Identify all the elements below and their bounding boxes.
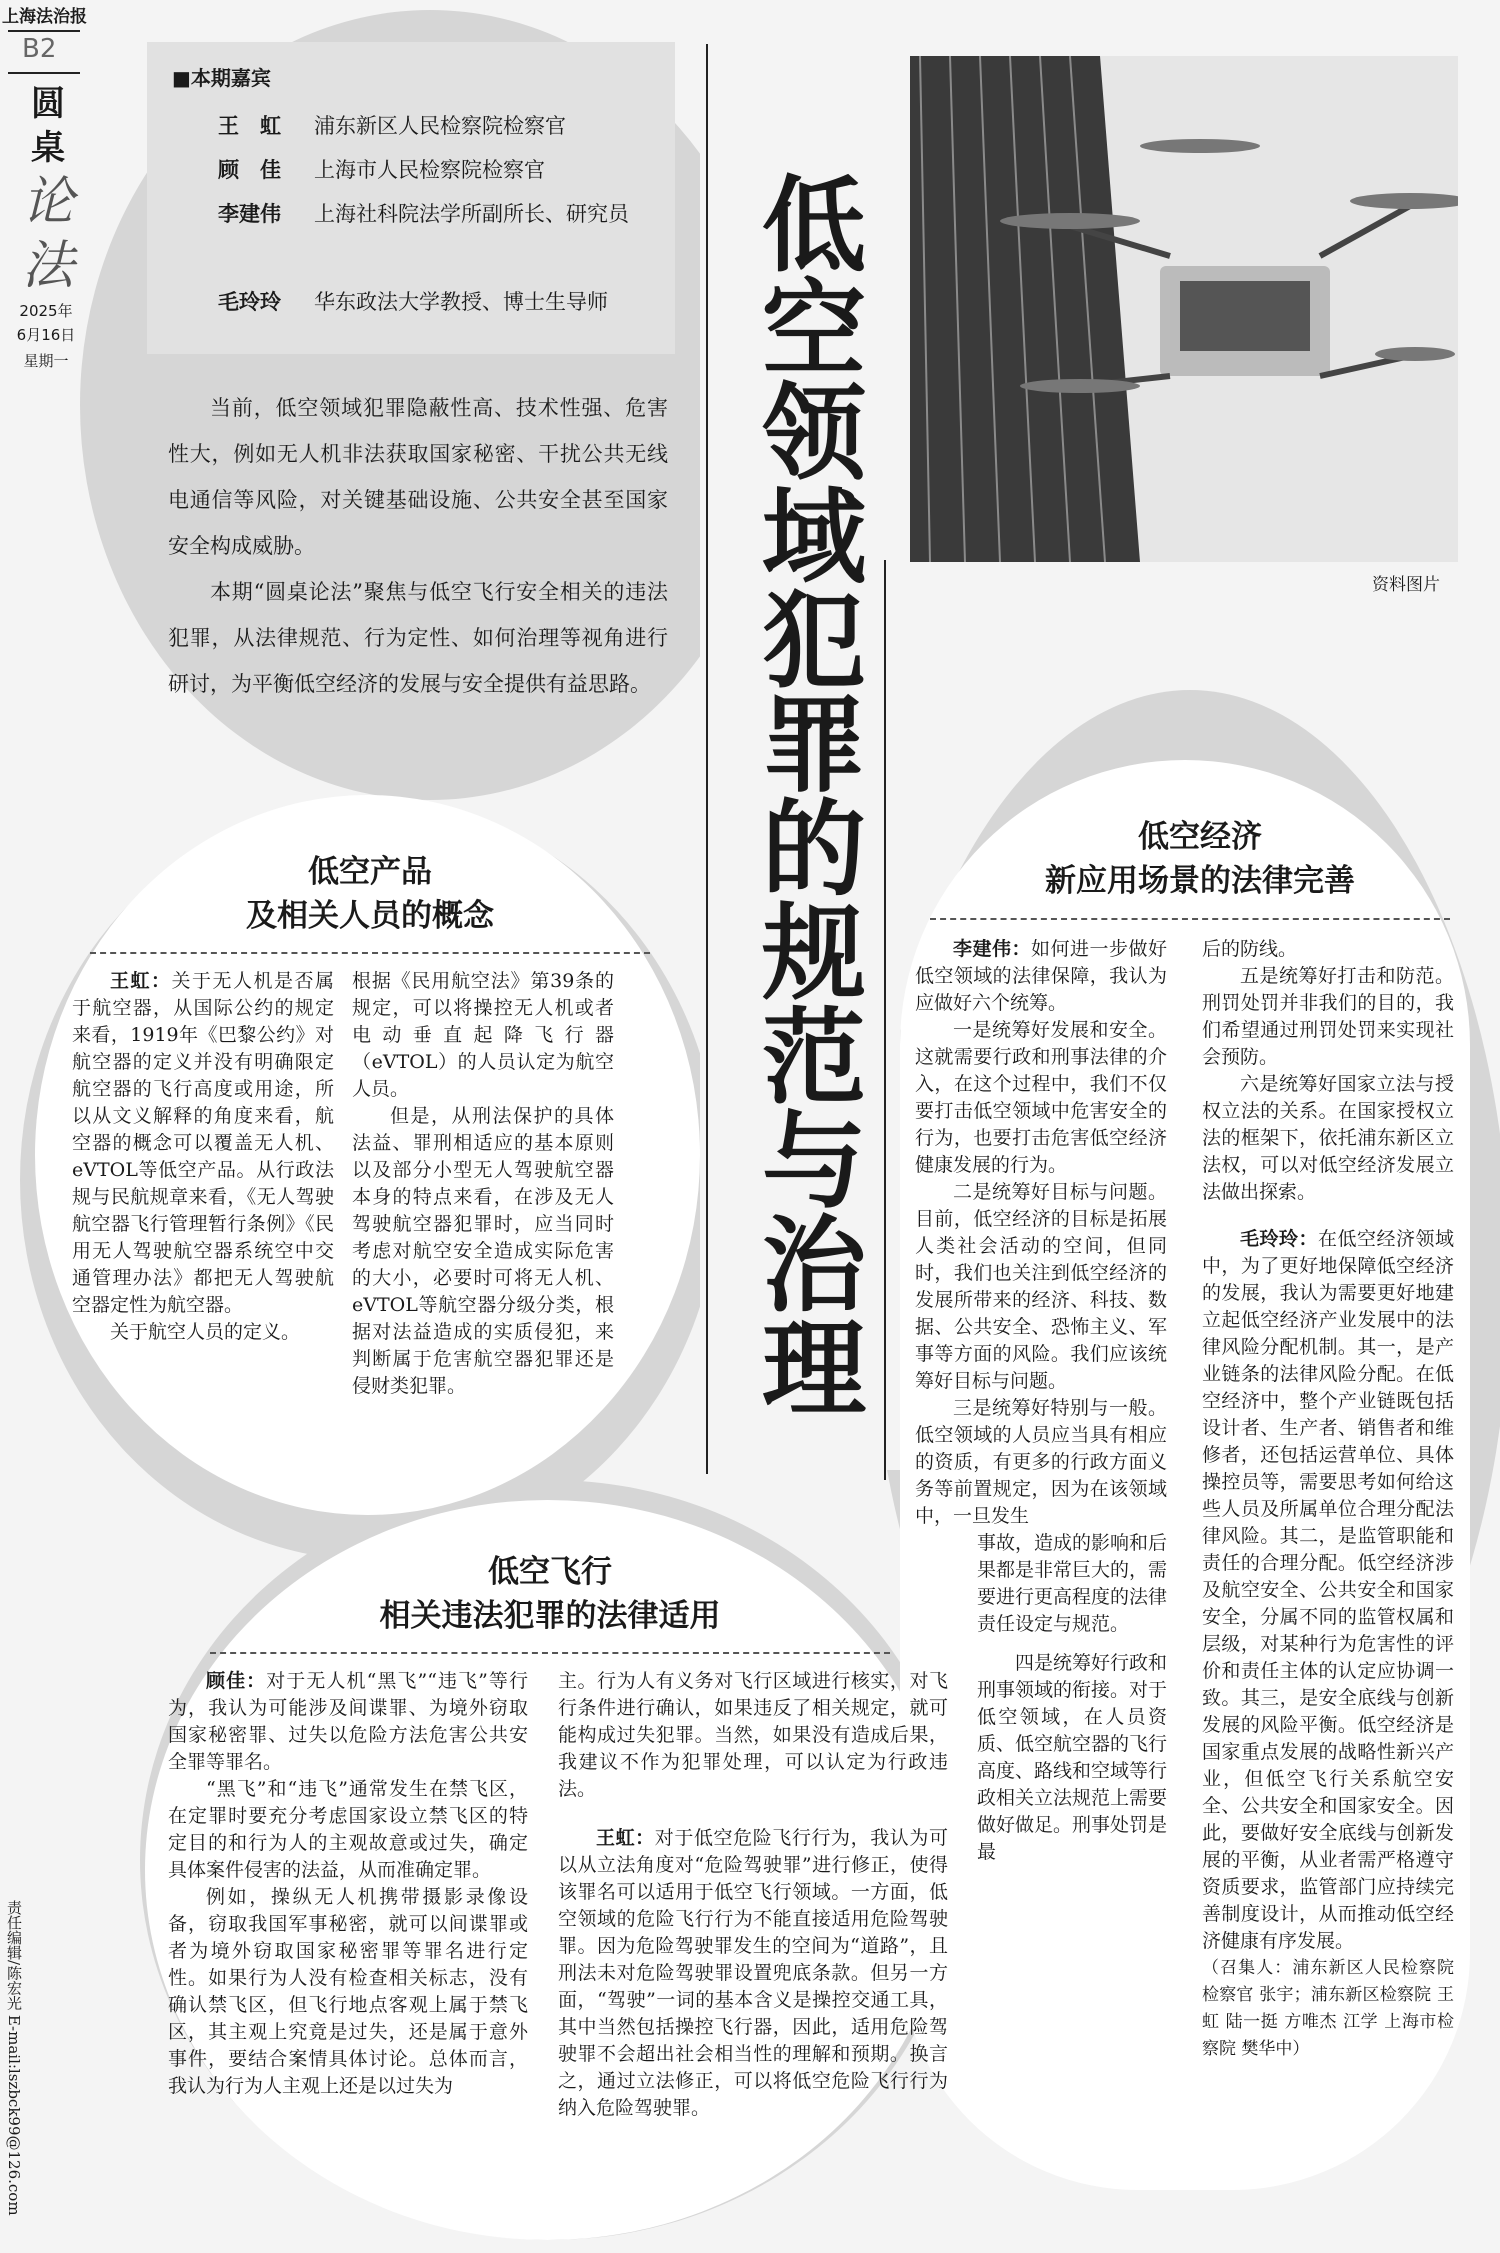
section3-heading: [980, 815, 1420, 903]
convener-note: （召集人：浦东新区人民检察院检察官 张宇；浦东新区检察院 王虹 陆一挺 方唯杰 江学 上海市检察院 樊华中）: [1202, 1958, 1454, 2059]
section2-heading-line1: 低空飞行: [488, 1554, 612, 1590]
section1-heading-line2: 及相关人员的概念: [246, 898, 494, 934]
paragraph-text: 在低空经济领域中，为了更好地保障低空经济的发展，我认为需要更好地建立起低空经济产业发展中的法律风险分配机制。其一，是产业链条的法律风险分配。在低空经济中，整个产业链既包括设计者、生产者、销售者和维修者，还包括运营单位、具体操控员等，需要思考如何给这些人员及所属单位合理分配法律风险。其二，是监管职能和责任的合理分配。低空经济涉及航空安全、公共安全和国家安全，分属不同的监管权属和层级，对某种行为危害性的评价和责任主体的认定应协调一致。其三，是安全底线与创新发展的风险平衡。低空经济是国家重点发展的战略性新兴产业，但低空飞行关系航空安全、公共安全和国家安全。因此，要做好安全底线与创新发展的平衡，从业者需严格遵守资质要求，监管部门应持续完善制度设计，从而推动低空经济健康有序发展。: [1202, 1228, 1454, 1952]
section2-col2: [558, 1668, 948, 2122]
guest-row: [218, 148, 658, 192]
guest-row: [218, 280, 658, 324]
section1-heading-line1: 低空产品: [308, 854, 432, 890]
page-number: B2: [22, 34, 57, 64]
section3-col1: [915, 936, 1167, 1866]
paragraph-text: 根据《民用航空法》第39条的规定，可以将操控无人机或者电动垂直起降飞行器（eVTOL）的人员认定为航空人员。: [352, 970, 614, 1100]
guest-role: 华东政法大学教授、博士生导师: [314, 290, 608, 314]
speaker-name: 顾佳：: [206, 1670, 267, 1692]
intro-paragraph: 本期“圆桌论法”聚焦与低空飞行安全相关的违法犯罪，从法律规范、行为定性、如何治理等视角进行研讨，为平衡低空经济的发展与安全提供有益思路。: [168, 580, 668, 696]
guest-name: 顾 佳: [218, 158, 281, 182]
issue-date: 6月16日: [16, 326, 76, 344]
column-subtitle: 论法: [21, 172, 74, 296]
section1-rule: [90, 952, 650, 954]
paragraph-text: 五是统筹好打击和防范。刑罚处罚并非我们的目的，我们希望通过刑罚处罚来实现社会预防。: [1202, 965, 1454, 1068]
paragraph-text: 对于低空危险飞行行为，我认为可以从立法角度对“危险驾驶罪”进行修正，使得该罪名可以适用于低空飞行领域。一方面，低空领域的危险飞行行为不能直接适用危险驾驶罪。因为危险驾驶罪发生的空间为“道路”，且刑法未对危险驾驶罪设置兜底条款。但另一方面，“驾驶”一词的基本含义是操控交通工具，其中当然包括操控飞行器，因此，适用危险驾驶罪不会超出社会相当性的理解和预期。换言之，通过立法修正，可以将低空危险飞行行为纳入危险驾驶罪。: [558, 1827, 948, 2119]
paragraph-text: 例如，操纵无人机携带摄影录像设备，窃取我国军事秘密，就可以间谍罪或者为境外窃取国家秘密罪等罪名进行定性。如果行为人没有检查相关标志，没有确认禁飞区，但飞行地点客观上属于禁飞区，其主观上究竟是过失，还是属于意外事件，要结合案情具体讨论。总体而言，我认为行为人主观上还是以过失为: [168, 1886, 528, 2097]
section3-heading-line1: 低空经济: [1138, 819, 1262, 855]
guest-name: 王 虹: [218, 114, 281, 138]
masthead-rule: [8, 30, 80, 32]
paper-name: 上海法治报: [2, 7, 87, 27]
paragraph-text: 六是统筹好国家立法与授权立法的关系。在国家授权立法的框架下，依托浦东新区立法权，可以对低空经济发展立法做出探索。: [1202, 1073, 1454, 1203]
speaker-name: 李建伟：: [953, 938, 1031, 960]
drone-photo-graphic: [910, 56, 1458, 562]
editor-credit: 责任编辑/陈宏光 E-mail:lszbck99@126.com: [5, 1900, 23, 2216]
speaker-name: 毛玲玲：: [1240, 1228, 1318, 1250]
intro-paragraph: 当前，低空领域犯罪隐蔽性高、技术性强、危害性大，例如无人机非法获取国家秘密、干扰公共无线电通信等风险，对关键基础设施、公共安全甚至国家安全构成威胁。: [168, 396, 668, 558]
guest-role: 上海市人民检察院检察官: [314, 158, 545, 182]
section3-heading-line2: 新应用场景的法律完善: [1045, 863, 1355, 899]
paragraph-text: 关于航空人员的定义。: [110, 1321, 301, 1343]
issue-weekday: 星期一: [23, 352, 69, 370]
section1-heading: [100, 850, 640, 938]
section2-rule: [210, 1652, 890, 1654]
paragraph-text: 四是统筹好行政和刑事领域的衔接。对于低空领域，在人员资质、低空航空器的飞行高度、路线和空域等行政相关立法规范上需要做好做足。刑事处罚是最: [977, 1652, 1168, 1863]
photo-caption: 资料图片: [1372, 575, 1440, 595]
paragraph-text: 一是统筹好发展和安全。这就需要行政和刑事法律的介入，在这个过程中，我们不仅要打击低空领域中危害安全的行为，也要打击危害低空经济健康发展的行为。: [915, 1019, 1167, 1176]
section3-rule: [930, 918, 1450, 920]
paragraph-text: 但是，从刑法保护的具体法益、罪刑相适应的基本原则以及部分小型无人驾驶航空器本身的特点来看，在涉及无人驾驶航空器犯罪时，应当同时考虑对航空安全造成实际危害的大小，必要时可将无人机、eVTOL等航空器分级分类，根据对法益造成的实质侵犯，来判断属于危害航空器犯罪还是侵财类犯罪。: [352, 1105, 614, 1397]
paragraph-text: 后的防线。: [1202, 938, 1298, 960]
paragraph-text: 事故，造成的影响和后果都是非常巨大的，需要进行更高程度的法律责任设定与规范。: [977, 1532, 1168, 1635]
paragraph-text: 二是统筹好目标与问题。目前，低空经济的目标是拓展人类社会活动的空间，但同时，我们也关注到低空经济的发展所带来的经济、科技、数据、公共安全、恐怖主义、军事等方面的风险。我们应该统筹好目标与问题。: [915, 1181, 1167, 1392]
guest-role: 浦东新区人民检察院检察官: [314, 114, 566, 138]
paragraph-text: 三是统筹好特别与一般。低空领域的人员应当具有相应的资质，有更多的行政方面义务等前置规定，因为在该领域中，一旦发生: [915, 1397, 1167, 1527]
section1-col2: [352, 968, 614, 1400]
paragraph-text: 对于无人机“黑飞”“违飞”等行为，我认为可能涉及间谍罪、为境外窃取国家秘密罪、过失以危险方法危害公共安全罪等罪名。: [168, 1670, 528, 1773]
paragraph-text-narrow: [977, 1530, 1167, 1866]
speaker-name: 王虹：: [596, 1827, 655, 1849]
paragraph-text: 关于无人机是否属于航空器，从国际公约的规定来看，1919年《巴黎公约》对航空器的定义并没有明确限定航空器的飞行高度或用途，所以从文义解释的角度来看，航空器的概念可以覆盖无人机、eVTOL等低空产品。从行政法规与民航规章来看，《无人驾驶航空器飞行管理暂行条例》《民用无人驾驶航空器系统空中交通管理办法》都把无人驾驶航空器定性为航空器。: [72, 970, 334, 1316]
paragraph-text: 如何进一步做好低空领域的法律保障，我认为应做好六个统筹。: [915, 938, 1167, 1014]
guest-row: [218, 192, 658, 236]
drone-photo: [910, 56, 1458, 562]
section2-heading-line2: 相关违法犯罪的法律适用: [379, 1598, 721, 1634]
headline: 低空领域犯罪的规范与治理: [744, 170, 867, 1418]
column-title: 圆桌: [31, 84, 65, 168]
guest-row: [218, 104, 658, 148]
guest-role: 上海社科院法学所副所长、研究员: [314, 202, 629, 226]
speaker-name: 王虹：: [110, 970, 172, 992]
title-rule-left: [706, 44, 708, 1474]
paragraph-text: “黑飞”和“违飞”通常发生在禁飞区，在定罪时要充分考虑国家设立禁飞区的特定目的和行为人的主观故意或过失，确定具体案件侵害的法益，从而准确定罪。: [168, 1778, 528, 1881]
issue-year: 2025年: [19, 302, 73, 320]
paragraph-text: 主。行为人有义务对飞行区域进行核实，对飞行条件进行确认，如果违反了相关规定，就可能构成过失犯罪。当然，如果没有造成后果，我建议不作为犯罪处理，可以认定为行政违法。: [558, 1670, 948, 1800]
section1-col1: [72, 968, 334, 1346]
guest-box-title: ■本期嘉宾: [172, 66, 271, 90]
masthead-rule: [8, 72, 80, 74]
section2-col1: [168, 1668, 528, 2100]
section3-col2: [1202, 936, 1454, 2063]
section2-heading: [300, 1550, 800, 1638]
guest-name: 李建伟: [218, 202, 281, 226]
guest-name: 毛玲玲: [218, 290, 281, 314]
title-rule-right: [884, 560, 886, 1480]
intro-text: [168, 385, 668, 707]
